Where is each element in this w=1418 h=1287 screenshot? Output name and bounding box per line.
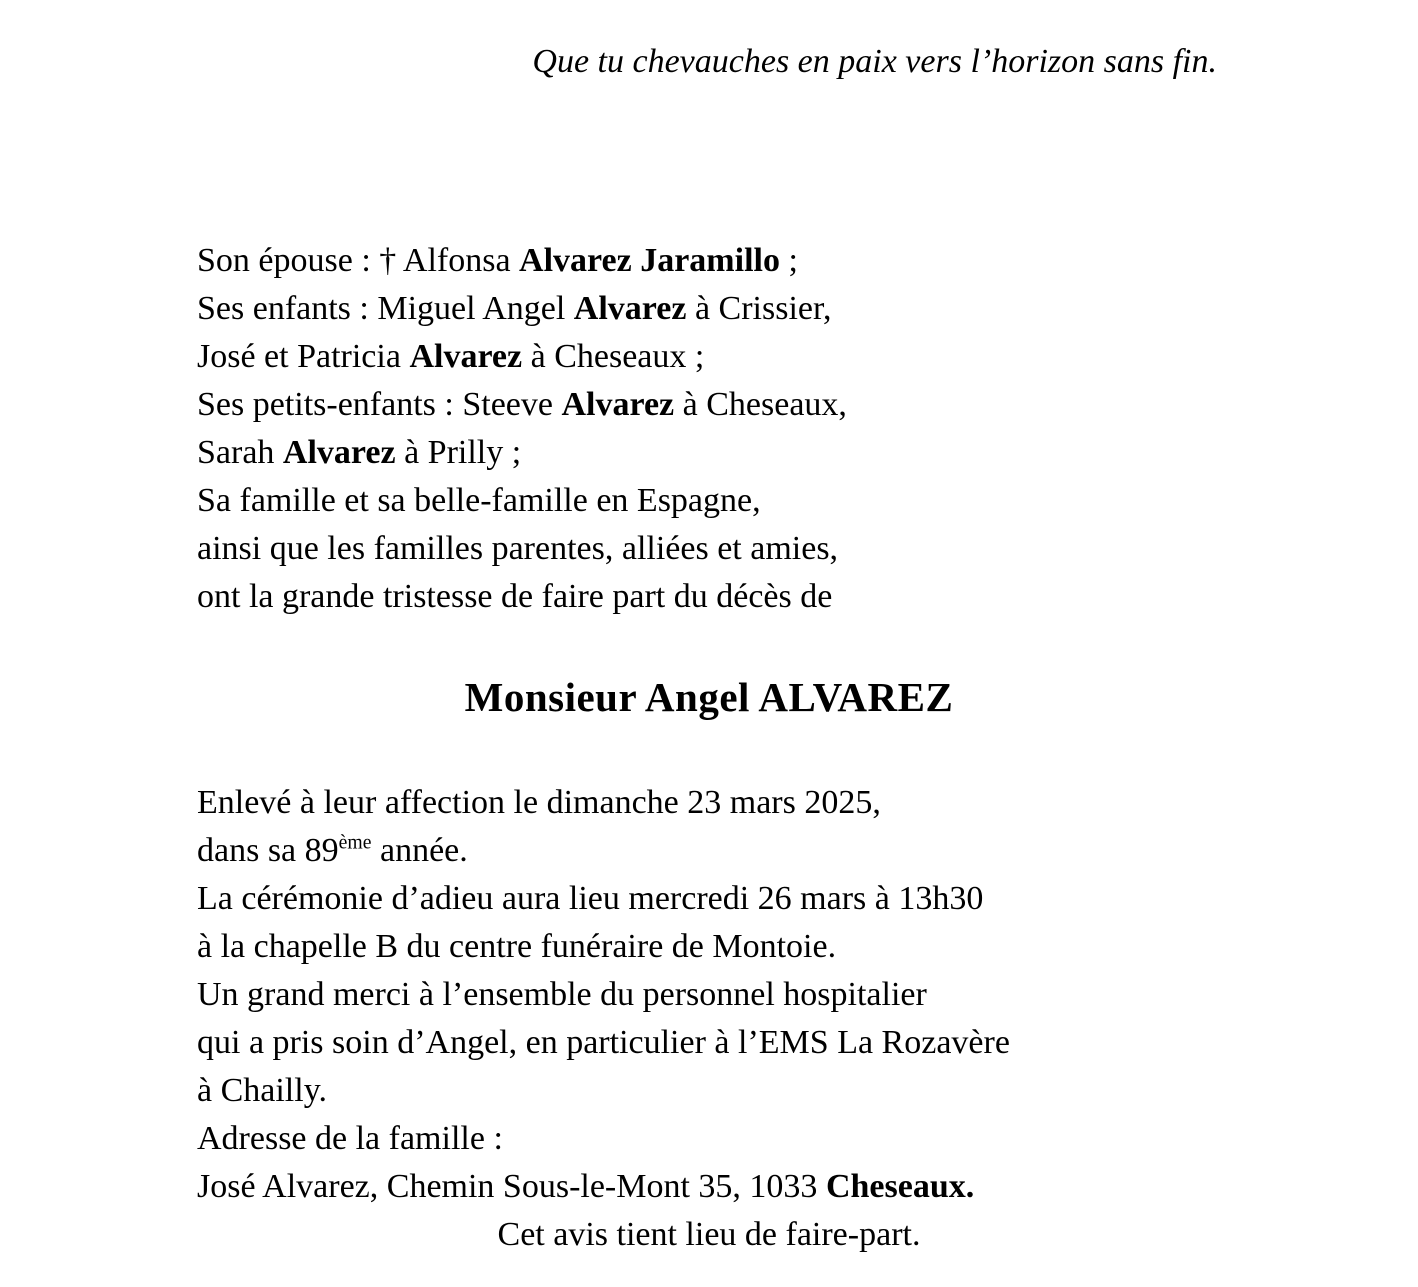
text: ainsi que les familles parentes, alliées et amies, (197, 530, 839, 567)
text-line (0, 1019, 1418, 1067)
text-line (0, 827, 1418, 875)
obituary-content (0, 237, 1418, 1259)
text-line (0, 923, 1418, 971)
text: Un grand merci à l’ensemble du personnel hospitalier (197, 976, 927, 1013)
text-line (0, 1163, 1418, 1211)
text: ème (338, 831, 372, 854)
bold-text: Alvarez Jaramillo (519, 242, 780, 279)
text-line (0, 1067, 1418, 1115)
text-line (0, 875, 1418, 923)
text: Sa famille et sa belle-famille en Espagne, (197, 482, 761, 519)
epigraph-quote: Que tu chevauches en paix vers l’horizon sans fin. (532, 43, 1217, 80)
bold-text: Alvarez (561, 386, 675, 423)
text: dans sa 89 (197, 832, 339, 869)
text: qui a pris soin d’Angel, en particulier à l’EMS La Rozavère (197, 1024, 1010, 1061)
bold-text: Alvarez (282, 434, 396, 471)
text: année. (371, 832, 468, 869)
text-line (0, 381, 1418, 429)
text: La cérémonie d’adieu aura lieu mercredi 26 mars à 13h30 (197, 880, 984, 917)
text-line (0, 429, 1418, 477)
text-line (0, 779, 1418, 827)
text-line (0, 237, 1418, 285)
text: à Cheseaux, (674, 386, 847, 423)
text: à Crissier, (686, 290, 832, 327)
text-line (0, 573, 1418, 621)
text: Son épouse : † Alfonsa (197, 242, 520, 279)
text: Enlevé à leur affection le dimanche 23 mars 2025, (197, 784, 881, 821)
text: Ses enfants : Miguel Angel (197, 290, 574, 327)
text: Sarah (197, 434, 283, 471)
text: José Alvarez, Chemin Sous-le-Mont 35, 1033 (197, 1168, 826, 1205)
bold-text: Alvarez (573, 290, 687, 327)
details-lines-block (0, 779, 1418, 1211)
text: ; (779, 242, 798, 279)
family-lines-block (0, 237, 1418, 621)
text-line (0, 333, 1418, 381)
bold-text: Cheseaux. (825, 1168, 975, 1205)
text-line (0, 285, 1418, 333)
text: Ses petits-enfants : Steeve (197, 386, 562, 423)
text-line (0, 1115, 1418, 1163)
bold-text: Alvarez (409, 338, 523, 375)
text: à Cheseaux ; (522, 338, 705, 375)
text: José et Patricia (197, 338, 410, 375)
text: à Prilly ; (395, 434, 522, 471)
text-line (0, 971, 1418, 1019)
text: ont la grande tristesse de faire part du décès de (197, 578, 833, 615)
text: à Chailly. (197, 1072, 327, 1109)
text: à la chapelle B du centre funéraire de Montoie. (197, 928, 837, 965)
deceased-name-title: Monsieur Angel ALVAREZ (464, 674, 954, 720)
text-line (0, 477, 1418, 525)
text-line (0, 525, 1418, 573)
text: Adresse de la famille : (197, 1120, 503, 1157)
closing-line: Cet avis tient lieu de faire-part. (497, 1216, 921, 1253)
